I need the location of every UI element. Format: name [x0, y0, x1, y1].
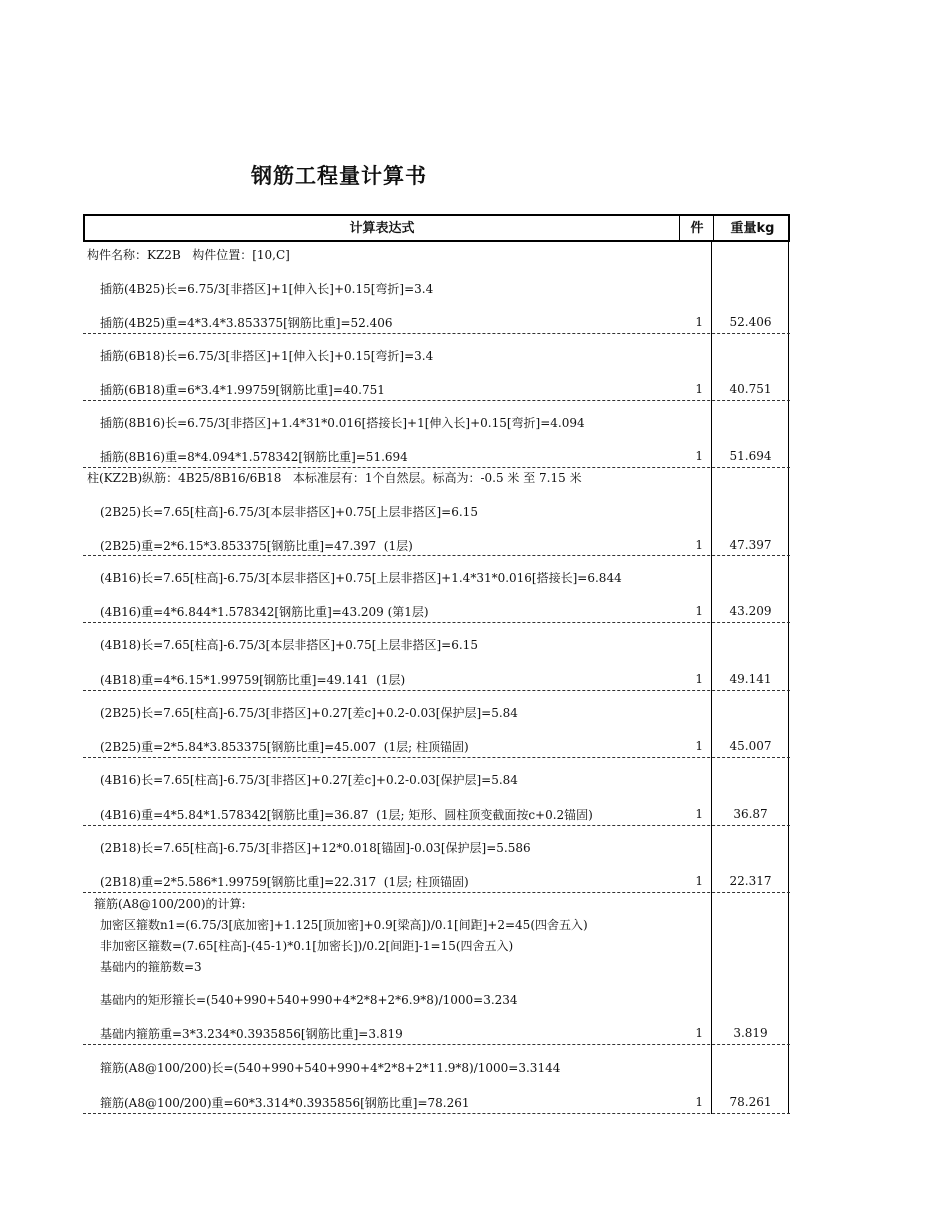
page-title: 钢筋工程量计算书	[251, 164, 427, 188]
table-row	[83, 334, 790, 401]
header-expr: 计算表达式	[349, 221, 415, 236]
table-row	[83, 468, 790, 556]
row-text: 加密区箍数n1=(6.75/3[底加密]+1.125[顶加密]+0.9[梁高])/0.1[间距]+2=45(四舍五入)	[100, 918, 588, 932]
table-row	[83, 623, 790, 691]
row-text: (2B25)长=7.65[柱高]-6.75/3[非搭区]+0.27[差c]+0.2-0.03[保护层]=5.84	[100, 706, 518, 720]
calc-table	[83, 214, 790, 1114]
row-text: (4B18)长=7.65[柱高]-6.75/3[本层非搭区]+0.75[上层非搭区]=6.15	[100, 638, 478, 652]
row-text: (4B16)长=7.65[柱高]-6.75/3[本层非搭区]+0.75[上层非搭区]+1.4*31*0.016[搭接长]=6.844	[100, 571, 622, 585]
row-count: 1	[695, 672, 703, 686]
row-weight: 52.406	[729, 315, 772, 329]
table-row	[83, 826, 790, 893]
row-weight: 22.317	[729, 874, 772, 888]
row-weight: 78.261	[729, 1095, 772, 1109]
row-text: (2B25)重=2*6.15*3.853375[钢筋比重]=47.397 (1层)	[100, 539, 413, 553]
row-text: (4B16)重=4*5.84*1.578342[钢筋比重]=36.87 (1层; 矩形、圆柱顶变截面按c+0.2锚固)	[100, 808, 593, 822]
row-text: 基础内的箍筋数=3	[100, 960, 202, 974]
row-weight: 45.007	[729, 739, 772, 753]
row-weight: 43.209	[729, 604, 772, 618]
row-text: 插筋(8B16)重=8*4.094*1.578342[钢筋比重]=51.694	[100, 450, 408, 464]
row-text: 构件名称：KZ2B 构件位置：[10,C]	[87, 248, 290, 262]
table-row	[83, 691, 790, 758]
header-weight: 重量kg	[713, 216, 791, 240]
row-weight: 40.751	[729, 382, 772, 396]
row-count: 1	[695, 449, 703, 463]
row-count: 1	[695, 807, 703, 821]
row-text: (2B25)重=2*5.84*3.853375[钢筋比重]=45.007 (1层; 柱顶锚固)	[100, 740, 469, 754]
row-weight: 47.397	[729, 538, 772, 552]
table-row	[83, 1045, 790, 1114]
header-count: 件	[679, 216, 714, 240]
row-count: 1	[695, 382, 703, 396]
row-text: (4B16)长=7.65[柱高]-6.75/3[非搭区]+0.27[差c]+0.2-0.03[保护层]=5.84	[100, 773, 518, 787]
row-text: 箍筋(A8@100/200)重=60*3.314*0.3935856[钢筋比重]=78.261	[100, 1096, 470, 1110]
row-text: 插筋(4B25)长=6.75/3[非搭区]+1[伸入长]+0.15[弯折]=3.4	[100, 282, 434, 296]
row-text: (2B18)重=2*5.586*1.99759[钢筋比重]=22.317 (1层; 柱顶锚固)	[100, 875, 469, 889]
row-text: 非加密区箍数=(7.65[柱高]-(45-1)*0.1[加密长])/0.2[间距]-1=15(四舍五入)	[100, 939, 514, 953]
row-text: (4B18)重=4*6.15*1.99759[钢筋比重]=49.141 (1层)	[100, 673, 406, 687]
row-text: 箍筋(A8@100/200)长=(540+990+540+990+4*2*8+2*11.9*8)/1000=3.3144	[100, 1061, 561, 1075]
row-text: 插筋(6B18)重=6*3.4*1.99759[钢筋比重]=40.751	[100, 383, 385, 397]
row-text: (4B16)重=4*6.844*1.578342[钢筋比重]=43.209 (第1层)	[100, 605, 429, 619]
table-row	[83, 556, 790, 623]
row-text: 插筋(6B18)长=6.75/3[非搭区]+1[伸入长]+0.15[弯折]=3.4	[100, 349, 434, 363]
row-count: 1	[695, 604, 703, 618]
table-row	[83, 242, 790, 334]
row-count: 1	[695, 1095, 703, 1109]
row-weight: 49.141	[729, 672, 772, 686]
row-text: 基础内的矩形箍长=(540+990+540+990+4*2*8+2*6.9*8)/1000=3.234	[100, 993, 518, 1007]
row-text: 插筋(8B16)长=6.75/3[非搭区]+1.4*31*0.016[搭接长]+1[伸入长]+0.15[弯折]=4.094	[100, 416, 585, 430]
row-text: 箍筋(A8@100/200)的计算:	[94, 897, 246, 911]
row-divider	[83, 1113, 790, 1114]
row-text: 插筋(4B25)重=4*3.4*3.853375[钢筋比重]=52.406	[100, 316, 393, 330]
row-text: (2B18)长=7.65[柱高]-6.75/3[非搭区]+12*0.018[锚固]-0.03[保护层]=5.586	[100, 841, 531, 855]
table-row	[83, 758, 790, 826]
row-count: 1	[695, 874, 703, 888]
row-text: 柱(KZ2B)纵筋：4B25/8B16/6B18 本标准层有：1个自然层。标高为：-0.5 米 至 7.15 米	[87, 471, 582, 485]
row-count: 1	[695, 538, 703, 552]
row-text: (2B25)长=7.65[柱高]-6.75/3[本层非搭区]+0.75[上层非搭区]=6.15	[100, 505, 478, 519]
row-count: 1	[695, 739, 703, 753]
row-text: 基础内箍筋重=3*3.234*0.3935856[钢筋比重]=3.819	[100, 1027, 403, 1041]
row-weight: 51.694	[729, 449, 772, 463]
row-weight: 36.87	[733, 807, 768, 821]
row-weight: 3.819	[733, 1026, 768, 1040]
table-row	[83, 893, 790, 1045]
table-row	[83, 401, 790, 468]
table-header	[83, 214, 790, 242]
row-count: 1	[695, 1026, 703, 1040]
row-count: 1	[695, 315, 703, 329]
